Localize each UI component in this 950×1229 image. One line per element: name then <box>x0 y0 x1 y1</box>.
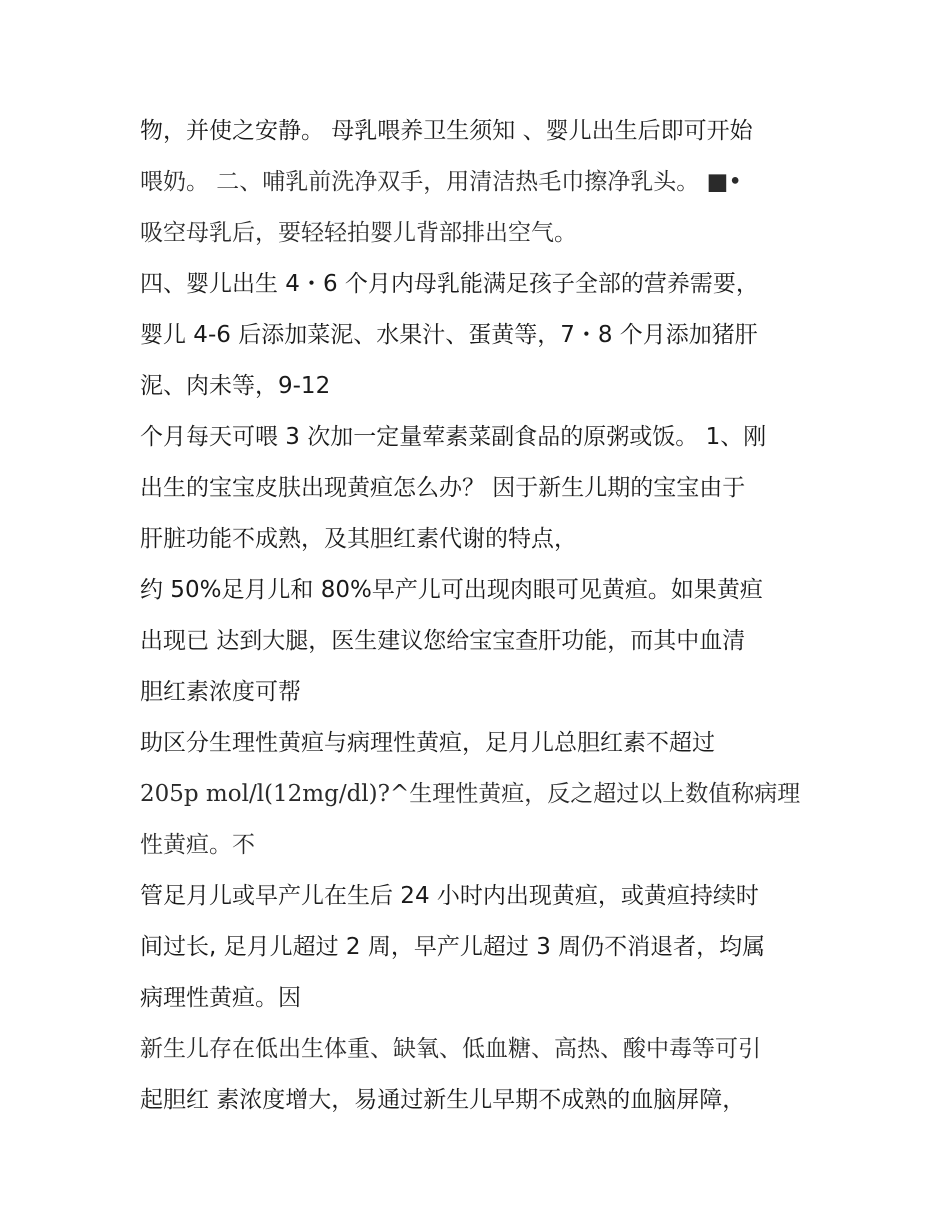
text-line: 胆红素浓度可帮 <box>140 679 301 705</box>
text-line: 约 50%足月儿和 80%早产儿可出现肉眼可见黄疸。如果黄疸 <box>140 577 763 603</box>
text-line: 婴儿 4-6 后添加菜泥、水果汁、蛋黄等，7・8 个月添加猪肝 <box>140 322 758 348</box>
text-line: 管足月儿或早产儿在生后 24 小时内出现黄疸，或黄疸持续时 <box>140 883 759 909</box>
text-line: 间过长, 足月儿超过 2 周，早产儿超过 3 周仍不消退者，均属 <box>140 934 766 960</box>
text-line: 吸空母乳后，要轻轻拍婴儿背部排出空气。 <box>140 220 577 246</box>
text-line: 病理性黄疸。因 <box>140 985 301 1011</box>
text-line: 喂奶。 二、哺乳前洗净双手，用清洁热毛巾擦净乳头。 ■• <box>140 169 742 195</box>
document-body <box>140 106 830 1126</box>
text-line: 四、婴儿出生 4・6 个月内母乳能满足孩子全部的营养需要， <box>140 271 759 297</box>
text-line: 助区分生理性黄疸与病理性黄疸，足月儿总胆红素不超过 <box>140 730 715 756</box>
text-line: 肝脏功能不成熟，及其胆红素代谢的特点， <box>140 526 577 552</box>
text-line: 出生的宝宝皮肤出现黄疸怎么办？ 因于新生儿期的宝宝由于 <box>140 475 746 501</box>
text-line: 起胆红 素浓度增大，易通过新生儿早期不成熟的血脑屏障， <box>140 1087 746 1113</box>
text-line: 出现已 达到大腿，医生建议您给宝宝查肝功能，而其中血清 <box>140 628 746 654</box>
text-line: 新生儿存在低出生体重、缺氧、低血糖、高热、酸中毒等可引 <box>140 1036 761 1062</box>
text-line: 个月每天可喂 3 次加一定量荤素菜副食品的原粥或饭。 1、刚 <box>140 424 767 450</box>
text-line: 性黄疸。不 <box>140 832 255 858</box>
text-line: 泥、肉未等，9-12 <box>140 373 331 399</box>
text-line: 物，并使之安静。 母乳喂养卫生须知 、婴儿出生后即可开始 <box>140 118 753 144</box>
text-line: 205p mol/l(12mg/dl)?^生理性黄疸，反之超过以上数值称病理 <box>140 781 801 807</box>
